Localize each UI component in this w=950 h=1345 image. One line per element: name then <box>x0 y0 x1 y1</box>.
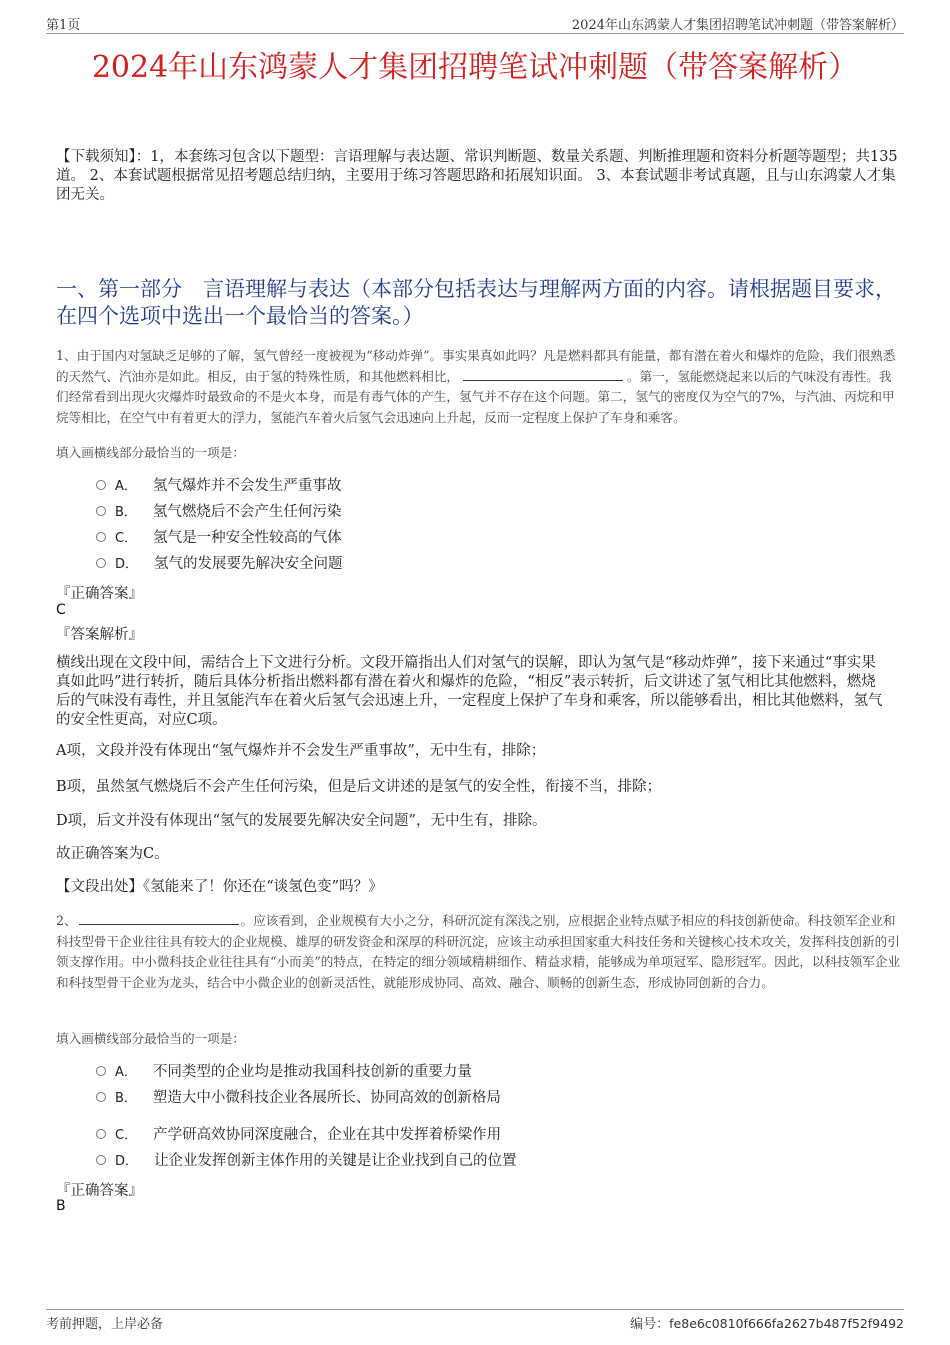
question-1-text-before: 1、由于国内对氢缺乏足够的了解，氢气曾经一度被视为“移动炸弹”。事实果真如此吗？凡是燃料都具有能量，都有潜在着火和爆炸的危险，我们很熟悉的天然气、汽油亦是如此。相反，由于氢的特殊性质，和其他燃料相比， <box>56 348 896 384</box>
radio-icon[interactable] <box>96 506 106 516</box>
footer-divider <box>46 1309 904 1310</box>
footer-code-value: fe8e6c0810f666fa2627b487f52f9492 <box>669 1316 904 1331</box>
radio-icon[interactable] <box>96 1092 106 1102</box>
q2-answer-label: 『正确答案』 <box>56 1183 143 1199</box>
q1-analysis-label: 『答案解析』 <box>56 627 143 643</box>
q2-answer: B <box>56 1198 66 1214</box>
fill-blank <box>79 912 239 925</box>
question-2-text-after: 。应该看到，企业规模有大小之分，科研沉淀有深浅之别，应根据企业特点赋予相应的科技创新使命。科技领军企业和科技型骨干企业往往具有较大的企业规模、雄厚的研发资金和深厚的科研沉淀，应该主动承担国家重大科技任务和关键核心技术攻关，发挥科技创新的引领支撑作用。中小微科技企业往往具有“小而美”的特点，在特定的细分领域精耕细作、精益求精，能够成为单项冠军、隐形冠军。因此，以科技领军企业和科技型骨干企业为龙头，结合中小微企业的创新灵活性，就能形成协同、高效、融合、顺畅的创新生态，形成协同创新的合力。 <box>56 913 901 990</box>
q1-analysis-option-b: B项，虽然氢气燃烧后不会产生任何污染，但是后文讲述的是氢气的安全性，衔接不当，排除； <box>56 779 662 795</box>
radio-icon[interactable] <box>96 1129 106 1139</box>
q2-option-a[interactable]: A． 不同类型的企业均是推动我国科技创新的重要力量 <box>96 1062 472 1082</box>
q1-option-d[interactable]: D． 氢气的发展要先解决安全问题 <box>96 554 343 574</box>
radio-icon[interactable] <box>96 480 106 490</box>
radio-icon[interactable] <box>96 1155 106 1165</box>
question-1-prompt: 填入画横线部分最恰当的一项是： <box>56 445 245 460</box>
section-heading: 一、第一部分 言语理解与表达（本部分包括表达与理解两方面的内容。请根据题目要求，在四个选项中选出一个最恰当的答案。） <box>56 277 896 328</box>
radio-icon[interactable] <box>96 1066 106 1076</box>
q1-answer-label: 『正确答案』 <box>56 586 143 602</box>
q1-conclusion: 故正确答案为C。 <box>56 846 169 862</box>
q1-source: 【文段出处】《氢能来了！你还在“谈氢色变”吗？》 <box>56 879 383 895</box>
question-1-text-after: 。第一，氢能燃烧起来以后的气味没有毒性。我们经常看到出现火灾爆炸时最致命的不是火本身，而是有毒气体的产生，氢气并不存在这个问题。第二，氢气的密度仅为空气的7%，与汽油、丙烷和甲烷等相比，在空气中有着更大的浮力，氢能汽车着火后氢气会迅速向上升起，反而一定程度上保护了车身和乘客。 <box>56 368 895 425</box>
question-2-prompt: 填入画横线部分最恰当的一项是： <box>56 1031 245 1046</box>
q1-analysis-paragraph: 横线出现在文段中间，需结合上下文进行分析。文段开篇指出人们对氢气的误解，即认为氢气是“移动炸弹”，接下来通过“事实果真如此吗”进行转折，随后具体分析指出燃料都有潜在着火和爆炸的危险，“相反”表示转折，后文讲述了氢气相比其他燃料，燃烧后的气味没有毒性，并且氢能汽车在着火后氢气会迅速上升，一定程度上保护了车身和乘客，所以能够看出，相比其他燃料，氢气的安全性更高，对应C项。 <box>56 655 883 728</box>
radio-icon[interactable] <box>96 532 106 542</box>
footer-slogan: 考前押题，上岸必备 <box>46 1317 164 1332</box>
question-2-text-before: 2、 <box>56 913 77 928</box>
q2-option-d[interactable]: D． 让企业发挥创新主体作用的关键是让企业找到自己的位置 <box>96 1151 517 1171</box>
q1-analysis-option-a: A项，文段并没有体现出“氢气爆炸并不会发生严重事故”，无中生有，排除； <box>56 743 546 759</box>
footer-code <box>630 1313 904 1332</box>
fill-blank <box>463 368 623 381</box>
q1-answer: C <box>56 602 66 618</box>
q2-option-c[interactable]: C． 产学研高效协同深度融合，企业在其中发挥着桥梁作用 <box>96 1125 501 1145</box>
document-title: 2024年山东鸿蒙人才集团招聘笔试冲刺题（带答案解析） <box>91 50 859 85</box>
q1-option-b[interactable]: B． 氢气燃烧后不会产生任何污染 <box>96 502 341 522</box>
header-divider <box>46 33 904 34</box>
question-1-stem <box>56 346 902 428</box>
running-header-title: 2024年山东鸿蒙人才集团招聘笔试冲刺题（带答案解析） <box>571 18 904 33</box>
download-notice: 【下载须知】：1，本套练习包含以下题型：言语理解与表达题、常识判断题、数量关系题、判断推理题和资料分析题等题型；共135道。 2、本套试题根据常见招考题总结归纳，主要用于练习答题思路和拓展知识面。 3、本套试题非考试真题，且与山东鸿蒙人才集团无关。 <box>56 149 898 203</box>
q1-option-c[interactable]: C． 氢气是一种安全性较高的气体 <box>96 528 342 548</box>
footer-code-label: 编号： <box>630 1317 670 1332</box>
page-number: 第1页 <box>46 18 81 33</box>
q1-option-a[interactable]: A． 氢气爆炸并不会发生严重事故 <box>96 476 341 496</box>
q1-analysis-option-d: D项，后文并没有体现出“氢气的发展要先解决安全问题”，无中生有，排除。 <box>56 813 547 829</box>
question-2-stem <box>56 911 902 993</box>
radio-icon[interactable] <box>96 558 106 568</box>
q2-option-b[interactable]: B． 塑造大中小微科技企业各展所长、协同高效的创新格局 <box>96 1088 501 1108</box>
